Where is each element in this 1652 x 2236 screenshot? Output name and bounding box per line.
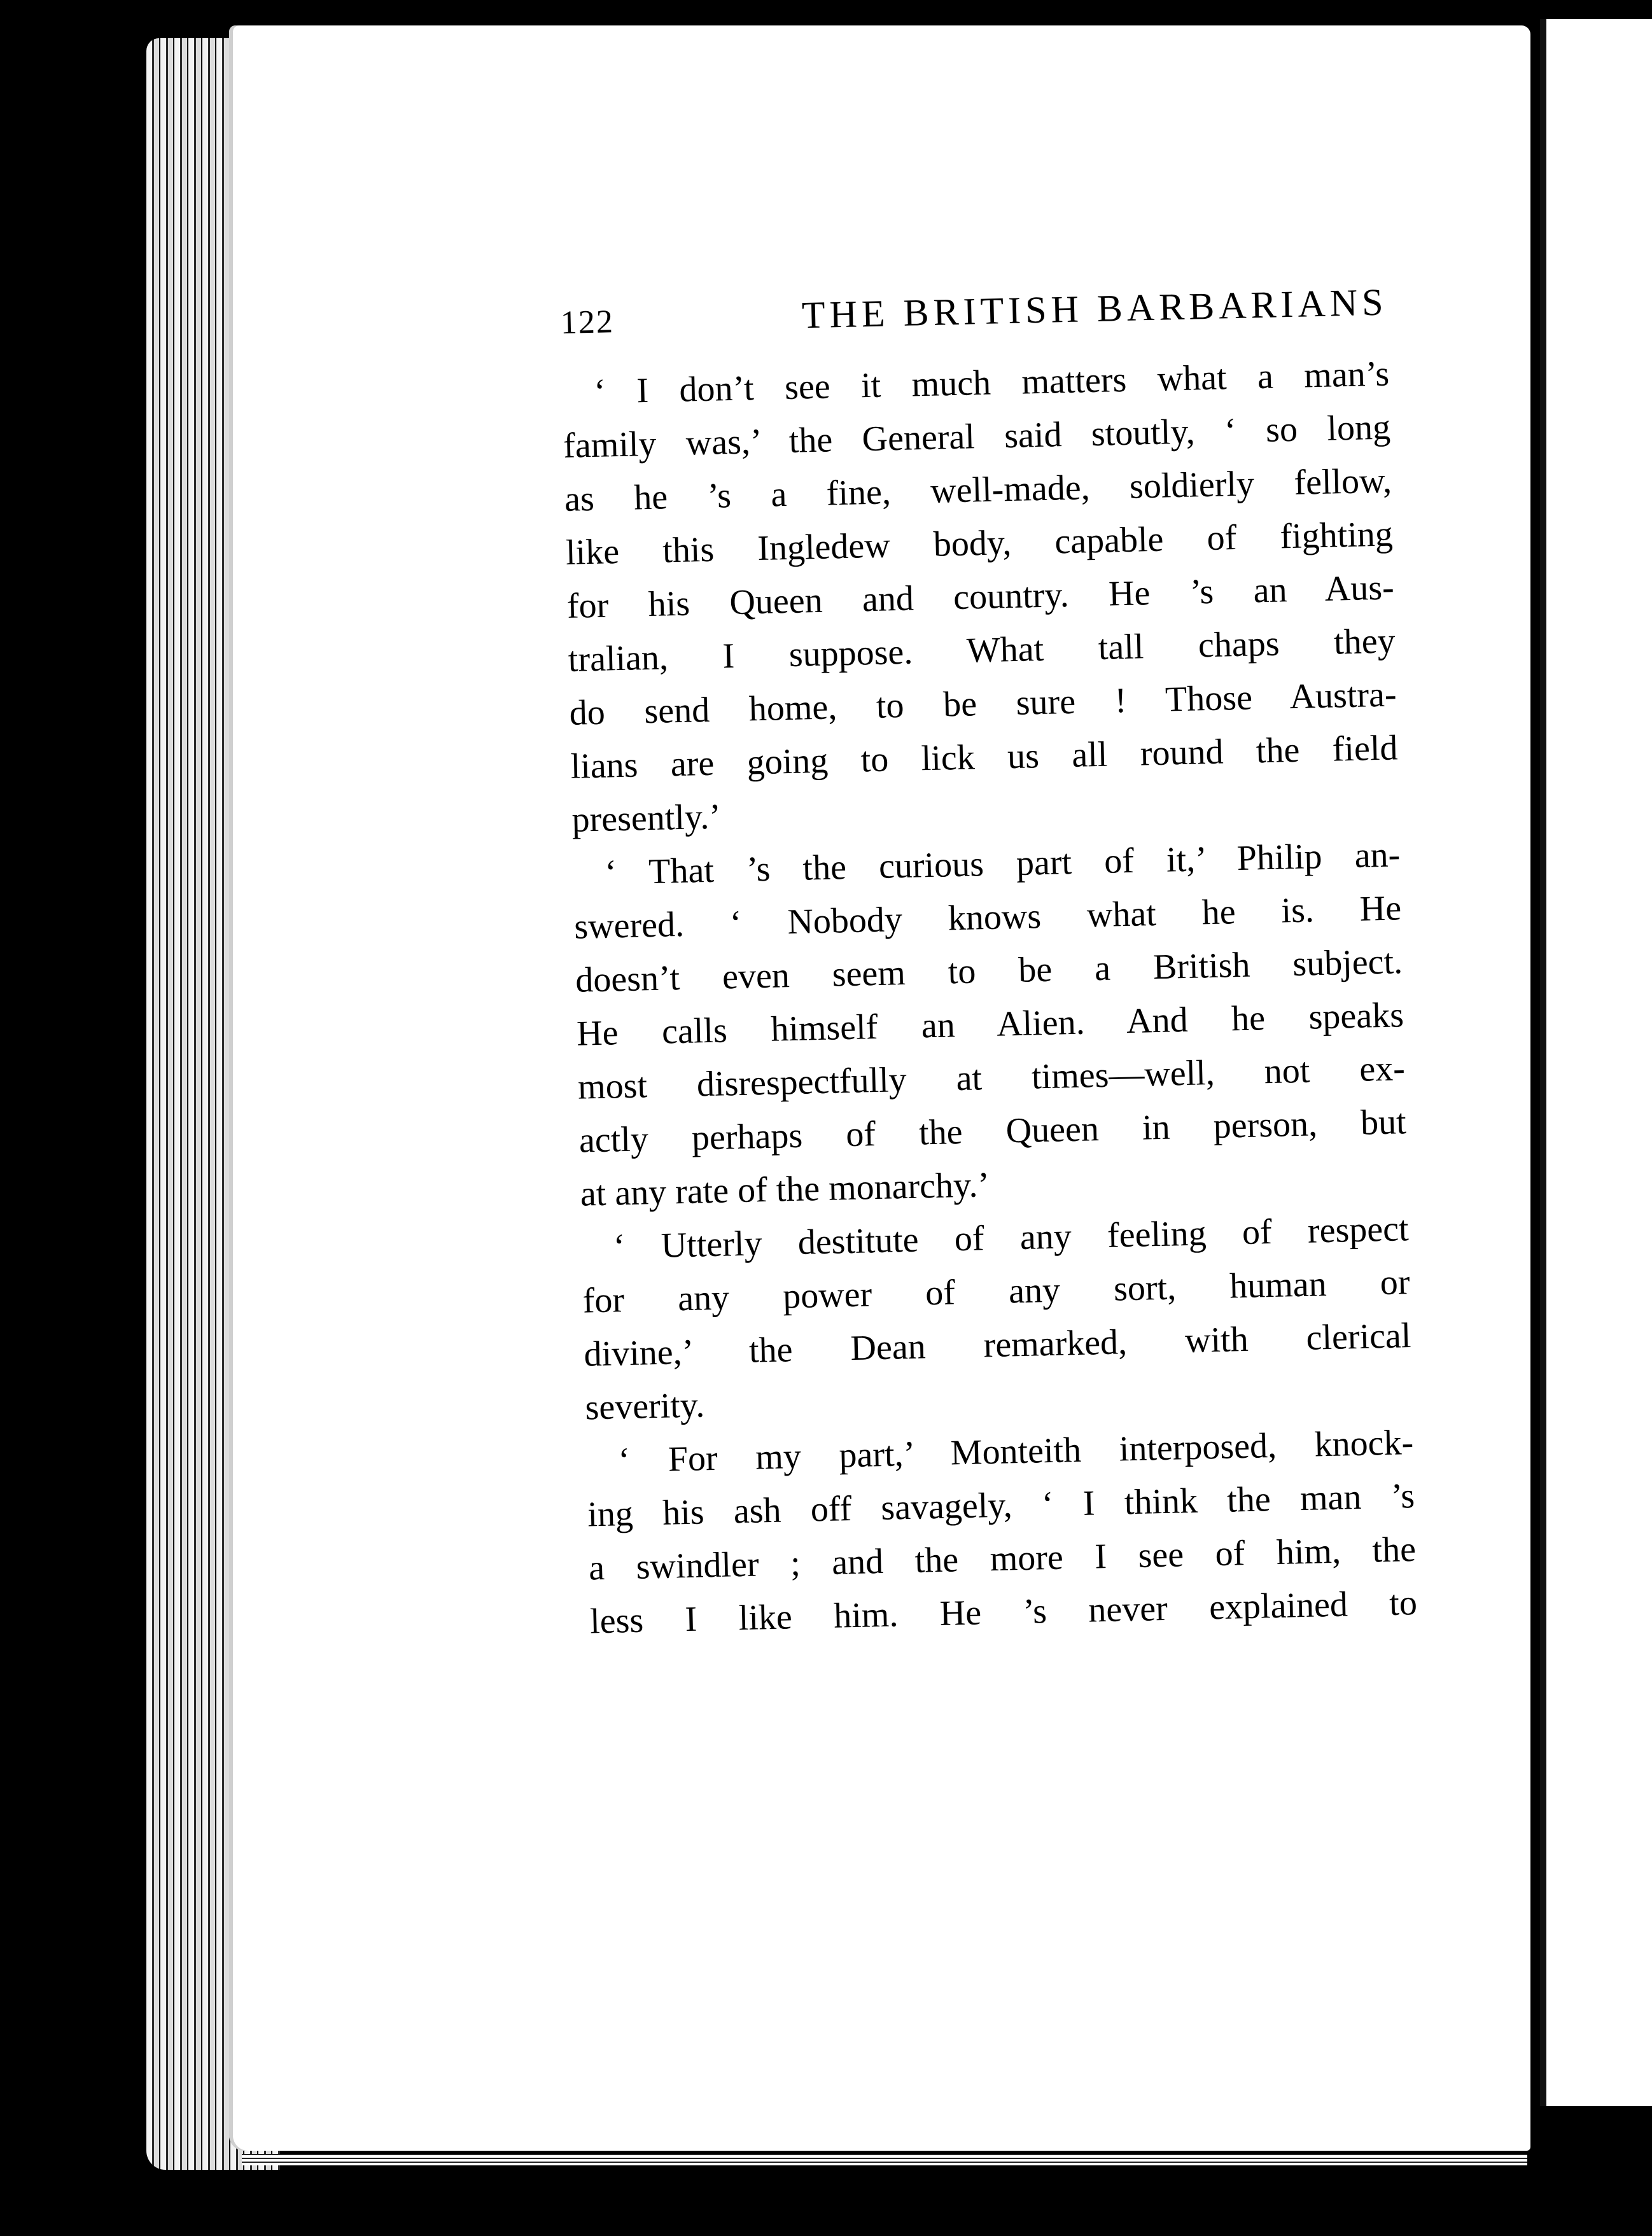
text-line: a swindler ; and the more I see of him, the bbox=[588, 1530, 1417, 1588]
page-number: 122 bbox=[560, 304, 615, 341]
page-content bbox=[560, 281, 1418, 1649]
text-line: as he ’s a fine, well-made, soldierly fellow, bbox=[564, 461, 1392, 519]
text-line: for any power of any sort, human or bbox=[582, 1262, 1411, 1321]
text-line: for his Queen and country. He ’s an Aus- bbox=[566, 568, 1395, 626]
text-line: do send home, to be sure ! Those Austra- bbox=[569, 674, 1397, 733]
text-line: ing his ash off savagely, ‘ I think the man ’s bbox=[587, 1476, 1415, 1535]
adjacent-page-shadow bbox=[1540, 2106, 1652, 2144]
text-line: divine,’ the Dean remarked, with clerical bbox=[583, 1316, 1412, 1374]
running-title: THE BRITISH BARBARIANS bbox=[801, 281, 1389, 337]
text-line: ‘ For my part,’ Monteith interposed, knock- bbox=[617, 1423, 1414, 1481]
text-line: He calls himself an Alien. And he speaks bbox=[576, 995, 1404, 1054]
text-line: lians are going to lick us all round the field bbox=[570, 728, 1399, 786]
text-line: less I like him. He ’s never explained to bbox=[589, 1583, 1418, 1642]
text-line: ‘ I don’t see it much matters what a man’s bbox=[593, 354, 1390, 412]
text-line: actly perhaps of the Queen in person, but bbox=[578, 1102, 1407, 1161]
text-line: most disrespectfully at times—well, not ex- bbox=[577, 1049, 1406, 1107]
text-line: at any rate of the monarchy.’ bbox=[580, 1165, 990, 1214]
text-line: tralian, I suppose. What tall chaps they bbox=[568, 621, 1396, 680]
text-line: like this Ingledew body, capable of fighting bbox=[565, 514, 1394, 573]
text-line: presently.’ bbox=[571, 797, 722, 840]
text-line: ‘ That ’s the curious part of it,’ Philip an- bbox=[604, 835, 1401, 893]
text-line: severity. bbox=[584, 1385, 705, 1428]
text-line: ‘ Utterly destitute of any feeling of respect bbox=[613, 1209, 1410, 1267]
text-line: doesn’t even seem to be a British subject. bbox=[575, 942, 1403, 1000]
text-line: swered. ‘ Nobody knows what he is. He bbox=[573, 888, 1402, 947]
body-text bbox=[561, 347, 1417, 1648]
text-line: family was,’ the General said stoutly, ‘ so long bbox=[563, 407, 1391, 466]
adjacent-page-edge bbox=[1540, 19, 1652, 2106]
page-bottom-edges bbox=[242, 2154, 1527, 2165]
